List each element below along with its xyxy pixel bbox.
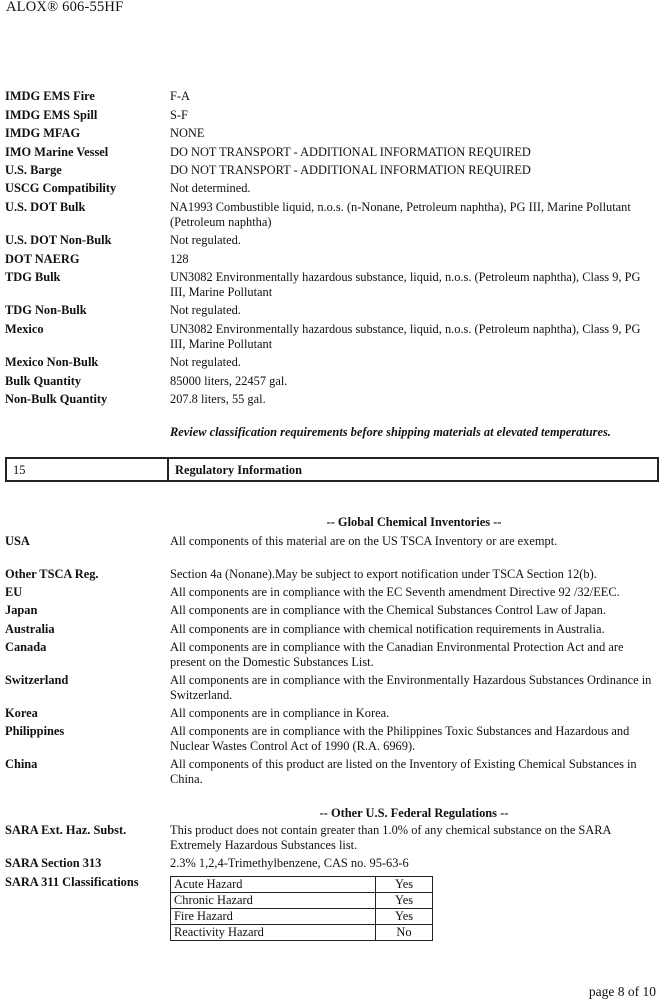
row-label: Non-Bulk Quantity [5, 392, 108, 406]
inventories-heading: -- Global Chemical Inventories -- [326, 515, 502, 529]
row-label: SARA Ext. Haz. Subst. [5, 823, 127, 837]
row-label: Australia [5, 622, 55, 636]
row-label: Switzerland [5, 673, 69, 687]
hazard-name: Fire Hazard [171, 909, 376, 925]
row-label: Japan [5, 603, 38, 617]
hazard-name: Chronic Hazard [171, 893, 376, 909]
row-label: Bulk Quantity [5, 374, 82, 388]
row-value: All components are in compliance in Korea. [170, 706, 390, 720]
row-label: EU [5, 585, 23, 599]
row-value: 128 [170, 252, 189, 266]
row-value: Not regulated. [170, 233, 241, 247]
row-value: All components of this product are listed on the Inventory of Existing Chemical Substances in China. [170, 757, 637, 786]
table-row [171, 925, 433, 941]
row-label: TDG Bulk [5, 270, 61, 284]
row-label: IMDG EMS Fire [5, 89, 95, 103]
page-number: page 8 of 10 [588, 984, 656, 999]
row-label: IMO Marine Vessel [5, 145, 109, 159]
section-divider [167, 459, 169, 480]
row-label: IMDG EMS Spill [5, 108, 98, 122]
row-value: All components are in compliance with the Philippines Toxic Substances and Hazardous and Nuclear Wastes Control Act of 1990 (R.A. 6969). [170, 724, 630, 753]
hazard-value: Yes [376, 893, 433, 909]
row-label: U.S. DOT Non-Bulk [5, 233, 112, 247]
row-value: UN3082 Environmentally hazardous substance, liquid, n.o.s. (Petroleum naphtha), Class 9, PG III, Marine Pollutant [170, 322, 641, 351]
row-value: All components are in compliance with the Canadian Environmental Protection Act and are present on the Domestic Substances List. [170, 640, 624, 669]
table-row [171, 909, 433, 925]
row-label: TDG Non-Bulk [5, 303, 87, 317]
table-row [171, 893, 433, 909]
row-label: IMDG MFAG [5, 126, 81, 140]
section-number: 15 [13, 463, 26, 477]
row-value: 207.8 liters, 55 gal. [170, 392, 266, 406]
row-label: Canada [5, 640, 47, 654]
hazard-value: Yes [376, 909, 433, 925]
row-value: All components are in compliance with the Environmentally Hazardous Substances Ordinance in Switzerland. [170, 673, 652, 702]
federal-heading: -- Other U.S. Federal Regulations -- [319, 806, 509, 820]
row-value: UN3082 Environmentally hazardous substance, liquid, n.o.s. (Petroleum naphtha), Class 9, PG III, Marine Pollutant [170, 270, 641, 299]
row-value: 2.3% 1,2,4-Trimethylbenzene, CAS no. 95-63-6 [170, 856, 409, 870]
document-title: ALOX® 606-55HF [6, 0, 124, 15]
row-value: 85000 liters, 22457 gal. [170, 374, 288, 388]
row-value: Not determined. [170, 181, 251, 195]
row-label: USCG Compatibility [5, 181, 117, 195]
row-label: Korea [5, 706, 38, 720]
row-value: NA1993 Combustible liquid, n.o.s. (n-Nonane, Petroleum naphtha), PG III, Marine Pollutant (Petroleum naphtha) [170, 200, 631, 229]
hazard-value: No [376, 925, 433, 941]
table-row [171, 877, 433, 893]
section-title: Regulatory Information [175, 463, 302, 477]
row-value: All components are in compliance with the EC Seventh amendment Directive 92 /32/EEC. [170, 585, 620, 599]
row-value: S-F [170, 108, 188, 122]
transport-note: Review classification requirements before shipping materials at elevated temperatures. [170, 425, 611, 439]
row-value: Not regulated. [170, 303, 241, 317]
row-label: China [5, 757, 38, 771]
row-label: Philippines [5, 724, 65, 738]
hazard-name: Acute Hazard [171, 877, 376, 893]
sara311-table [170, 876, 433, 941]
row-label: Other TSCA Reg. [5, 567, 99, 581]
row-value: F-A [170, 89, 190, 103]
row-label: Mexico Non-Bulk [5, 355, 99, 369]
section-header [5, 457, 659, 482]
row-label: U.S. Barge [5, 163, 62, 177]
row-label: SARA Section 313 [5, 856, 102, 870]
row-value: Not regulated. [170, 355, 241, 369]
hazard-value: Yes [376, 877, 433, 893]
row-label: SARA 311 Classifications [5, 875, 139, 889]
row-value: This product does not contain greater than 1.0% of any chemical substance on the SARA Extremely Hazardous Substances list. [170, 823, 611, 852]
row-label: USA [5, 534, 30, 548]
row-value: Section 4a (Nonane).May be subject to export notification under TSCA Section 12(b). [170, 567, 597, 581]
row-label: DOT NAERG [5, 252, 80, 266]
row-value: All components of this material are on the US TSCA Inventory or are exempt. [170, 534, 558, 548]
row-label: U.S. DOT Bulk [5, 200, 86, 214]
row-value: All components are in compliance with chemical notification requirements in Australia. [170, 622, 605, 636]
hazard-name: Reactivity Hazard [171, 925, 376, 941]
row-value: All components are in compliance with the Chemical Substances Control Law of Japan. [170, 603, 606, 617]
row-label: Mexico [5, 322, 44, 336]
row-value: NONE [170, 126, 205, 140]
row-value: DO NOT TRANSPORT - ADDITIONAL INFORMATION REQUIRED [170, 163, 531, 177]
row-value: DO NOT TRANSPORT - ADDITIONAL INFORMATION REQUIRED [170, 145, 531, 159]
